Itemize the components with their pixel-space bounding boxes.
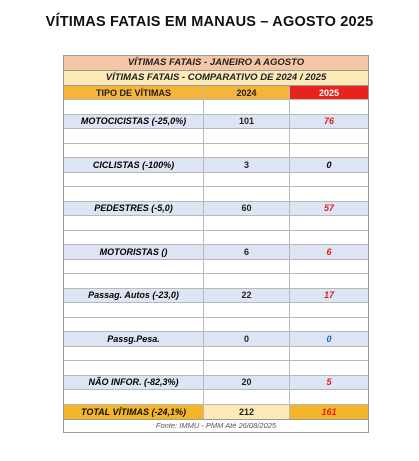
spacer-row [64, 129, 368, 144]
spacer-row [64, 187, 368, 202]
row-label: Passag. Autos (-23,0) [64, 289, 204, 303]
table-row-motociclistas [64, 115, 368, 130]
spacer-row [64, 303, 368, 318]
header-2025: 2025 [290, 86, 368, 99]
spacer-row [64, 318, 368, 333]
spacer-row [64, 100, 368, 115]
header-2024: 2024 [204, 86, 290, 99]
spacer-row [64, 231, 368, 246]
row-label: MOTORISTAS () [64, 245, 204, 259]
table-row-passageiros-autos [64, 289, 368, 304]
header-type: TIPO DE VÍTIMAS [64, 86, 204, 99]
spacer-row [64, 144, 368, 159]
value-2024: 20 [204, 376, 290, 390]
value-2025: 0 [326, 159, 332, 170]
total-2025: 161 [321, 406, 337, 417]
value-2025: 76 [323, 116, 334, 127]
spacer-row [64, 347, 368, 362]
spacer-row [64, 260, 368, 275]
table-banner-comparison: VÍTIMAS FATAIS - COMPARATIVO DE 2024 / 2025 [64, 71, 368, 86]
comparison-table [63, 55, 369, 433]
table-row-ciclistas [64, 158, 368, 173]
row-label: CICLISTAS (-100%) [64, 158, 204, 172]
spacer-row [64, 390, 368, 405]
row-label: Passg.Pesa. [64, 332, 204, 346]
row-label: PEDESTRES (-5,0) [64, 202, 204, 216]
table-row-pedestres [64, 202, 368, 217]
row-label: MOTOCICISTAS (-25,0%) [64, 115, 204, 129]
value-2025: 57 [323, 203, 334, 214]
table-row-nao-informado [64, 376, 368, 391]
total-label: TOTAL VÍTIMAS (-24,1%) [64, 405, 204, 420]
total-2024: 212 [204, 405, 290, 420]
table-row-passageiros-pesados [64, 332, 368, 347]
table-row-total [64, 405, 368, 420]
value-2024: 101 [204, 115, 290, 129]
value-2025: 5 [326, 377, 332, 388]
value-2025: 17 [323, 290, 334, 301]
value-2025: 0 [326, 333, 332, 344]
table-banner-period: VÍTIMAS FATAIS - JANEIRO A AGOSTO [64, 56, 368, 71]
source-note: Fonte: IMMU - PMM Até 26/08/2025 [64, 419, 368, 432]
value-2024: 3 [204, 158, 290, 172]
table-header-row [64, 86, 368, 100]
row-label: NÃO INFOR. (-82,3%) [64, 376, 204, 390]
value-2025: 6 [326, 246, 332, 257]
value-2024: 0 [204, 332, 290, 346]
value-2024: 6 [204, 245, 290, 259]
spacer-row [64, 274, 368, 289]
table-row-motoristas [64, 245, 368, 260]
spacer-row [64, 216, 368, 231]
spacer-row [64, 361, 368, 376]
value-2024: 22 [204, 289, 290, 303]
page-title: VÍTIMAS FATAIS EM MANAUS – AGOSTO 2025 [45, 14, 374, 30]
spacer-row [64, 173, 368, 188]
value-2024: 60 [204, 202, 290, 216]
